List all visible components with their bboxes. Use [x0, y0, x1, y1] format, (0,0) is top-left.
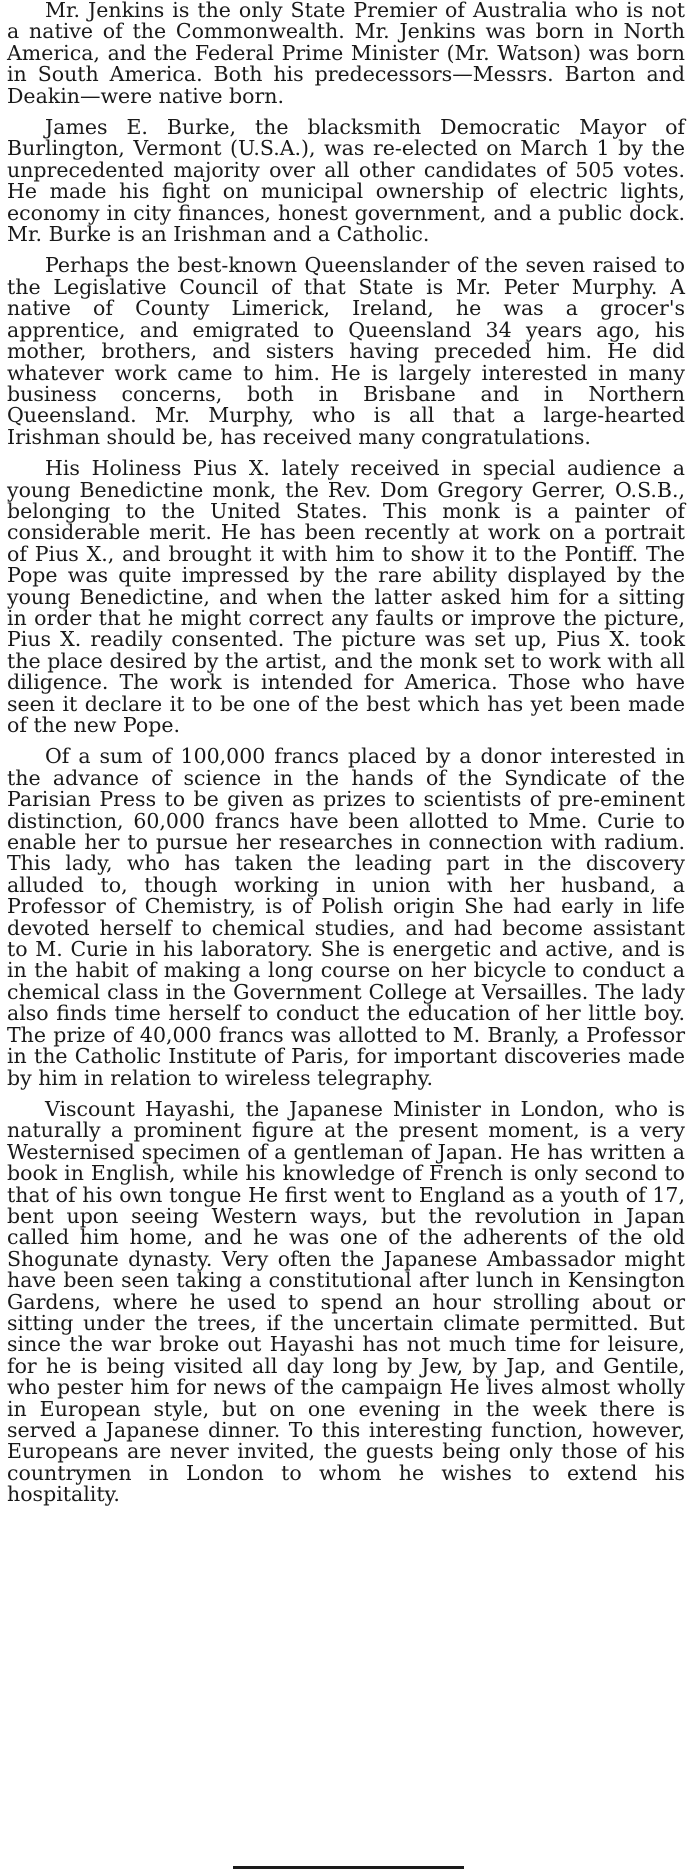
- closing-rule: [233, 1866, 464, 1869]
- paragraph-hayashi: Viscount Hayashi, the Japanese Minister in London, who is naturally a prominent figure at the present moment, is a very Westernised specimen of a gentleman of Japan. He has written a book in English, while his knowledge of French is only second to that of his own tongue He first went to England as a youth of 17, bent upon seeing Western ways, but the revolution in Japan called him home, and he was one of the adherents of the old Shogunate dynasty. Very often the Japanese Ambassador might have been seen taking a constitutional after lunch in Kensington Gardens, where he used to spend an hour strolling about or sitting under the trees, if the uncertain climate permitted. But since the war broke out Hayashi has not much time for leisure, for he is being visited all day long by Jew, by Jap, and Gentile, who pester him for news of the campaign He lives almost wholly in European style, but on one evening in the week there is served a Japanese dinner. To this interesting function, however, Europeans are never invited, the guests being only those of his countrymen in London to whom he wishes to extend his hospitality.: [7, 1096, 685, 1507]
- article-column: [7, 0, 685, 1516]
- paragraph-burke: James E. Burke, the blacksmith Democratic Mayor of Burlington, Vermont (U.S.A.), was re-elected on March 1 by the unprecedented majority over all other candidates of 505 votes. He made his fight on municipal ownership of electric lights, economy in city finances, honest government, and a public dock. Mr. Burke is an Irishman and a Catholic.: [7, 115, 685, 247]
- paragraph-curie: Of a sum of 100,000 francs placed by a donor interested in the advance of science in the hands of the Syndicate of the Parisian Press to be given as prizes to scientists of pre-eminent distinction, 60,000 francs have been allotted to Mme. Curie to enable her to pursue her researches in connection with radium. This lady, who has taken the leading part in the discovery alluded to, though working in union with her husband, a Professor of Chemistry, is of Polish origin She had early in life devoted herself to chemical studies, and had become assistant to M. Curie in his laboratory. She is energetic and active, and is in the habit of making a long course on her bicycle to conduct a chemical class in the Government College at Versailles. The lady also finds time herself to conduct the education of her little boy. The prize of 40,000 francs was allotted to M. Branly, a Professor in the Catholic Institute of Paris, for important discoveries made by him in relation to wireless telegraphy.: [7, 744, 685, 1090]
- paragraph-jenkins: Mr. Jenkins is the only State Premier of Australia who is not a native of the Commonwealth. Mr. Jenkins was born in North America, and the Federal Prime Minister (Mr. Watson) was born in South America. Both his predecessors—Messrs. Barton and Deakin—were native born.: [7, 0, 685, 108]
- paragraph-pius-x: His Holiness Pius X. lately received in special audience a young Benedictine monk, the Rev. Dom Gregory Gerrer, O.S.B., belonging to the United States. This monk is a painter of considerable merit. He has been recently at work on a portrait of Pius X., and brought it with him to show it to the Pontiff. The Pope was quite impressed by the rare ability displayed by the young Benedictine, and when the latter asked him for a sitting in order that he might correct any faults or improve the picture, Pius X. readily consented. The picture was set up, Pius X. took the place desired by the artist, and the monk set to work with all diligence. The work is intended for America. Those who have seen it declare it to be one of the best which has yet been made of the new Pope.: [7, 456, 685, 737]
- paragraph-murphy: Perhaps the best-known Queenslander of the seven raised to the Legislative Council of that State is Mr. Peter Murphy. A native of County Limerick, Ireland, he was a grocer's apprentice, and emigrated to Queensland 34 years ago, his mother, brothers, and sisters having preceded him. He did whatever work came to him. He is largely interested in many business concerns, both in Brisbane and in Northern Queensland. Mr. Murphy, who is all that a large-hearted Irishman should be, has received many congratulations.: [7, 253, 685, 449]
